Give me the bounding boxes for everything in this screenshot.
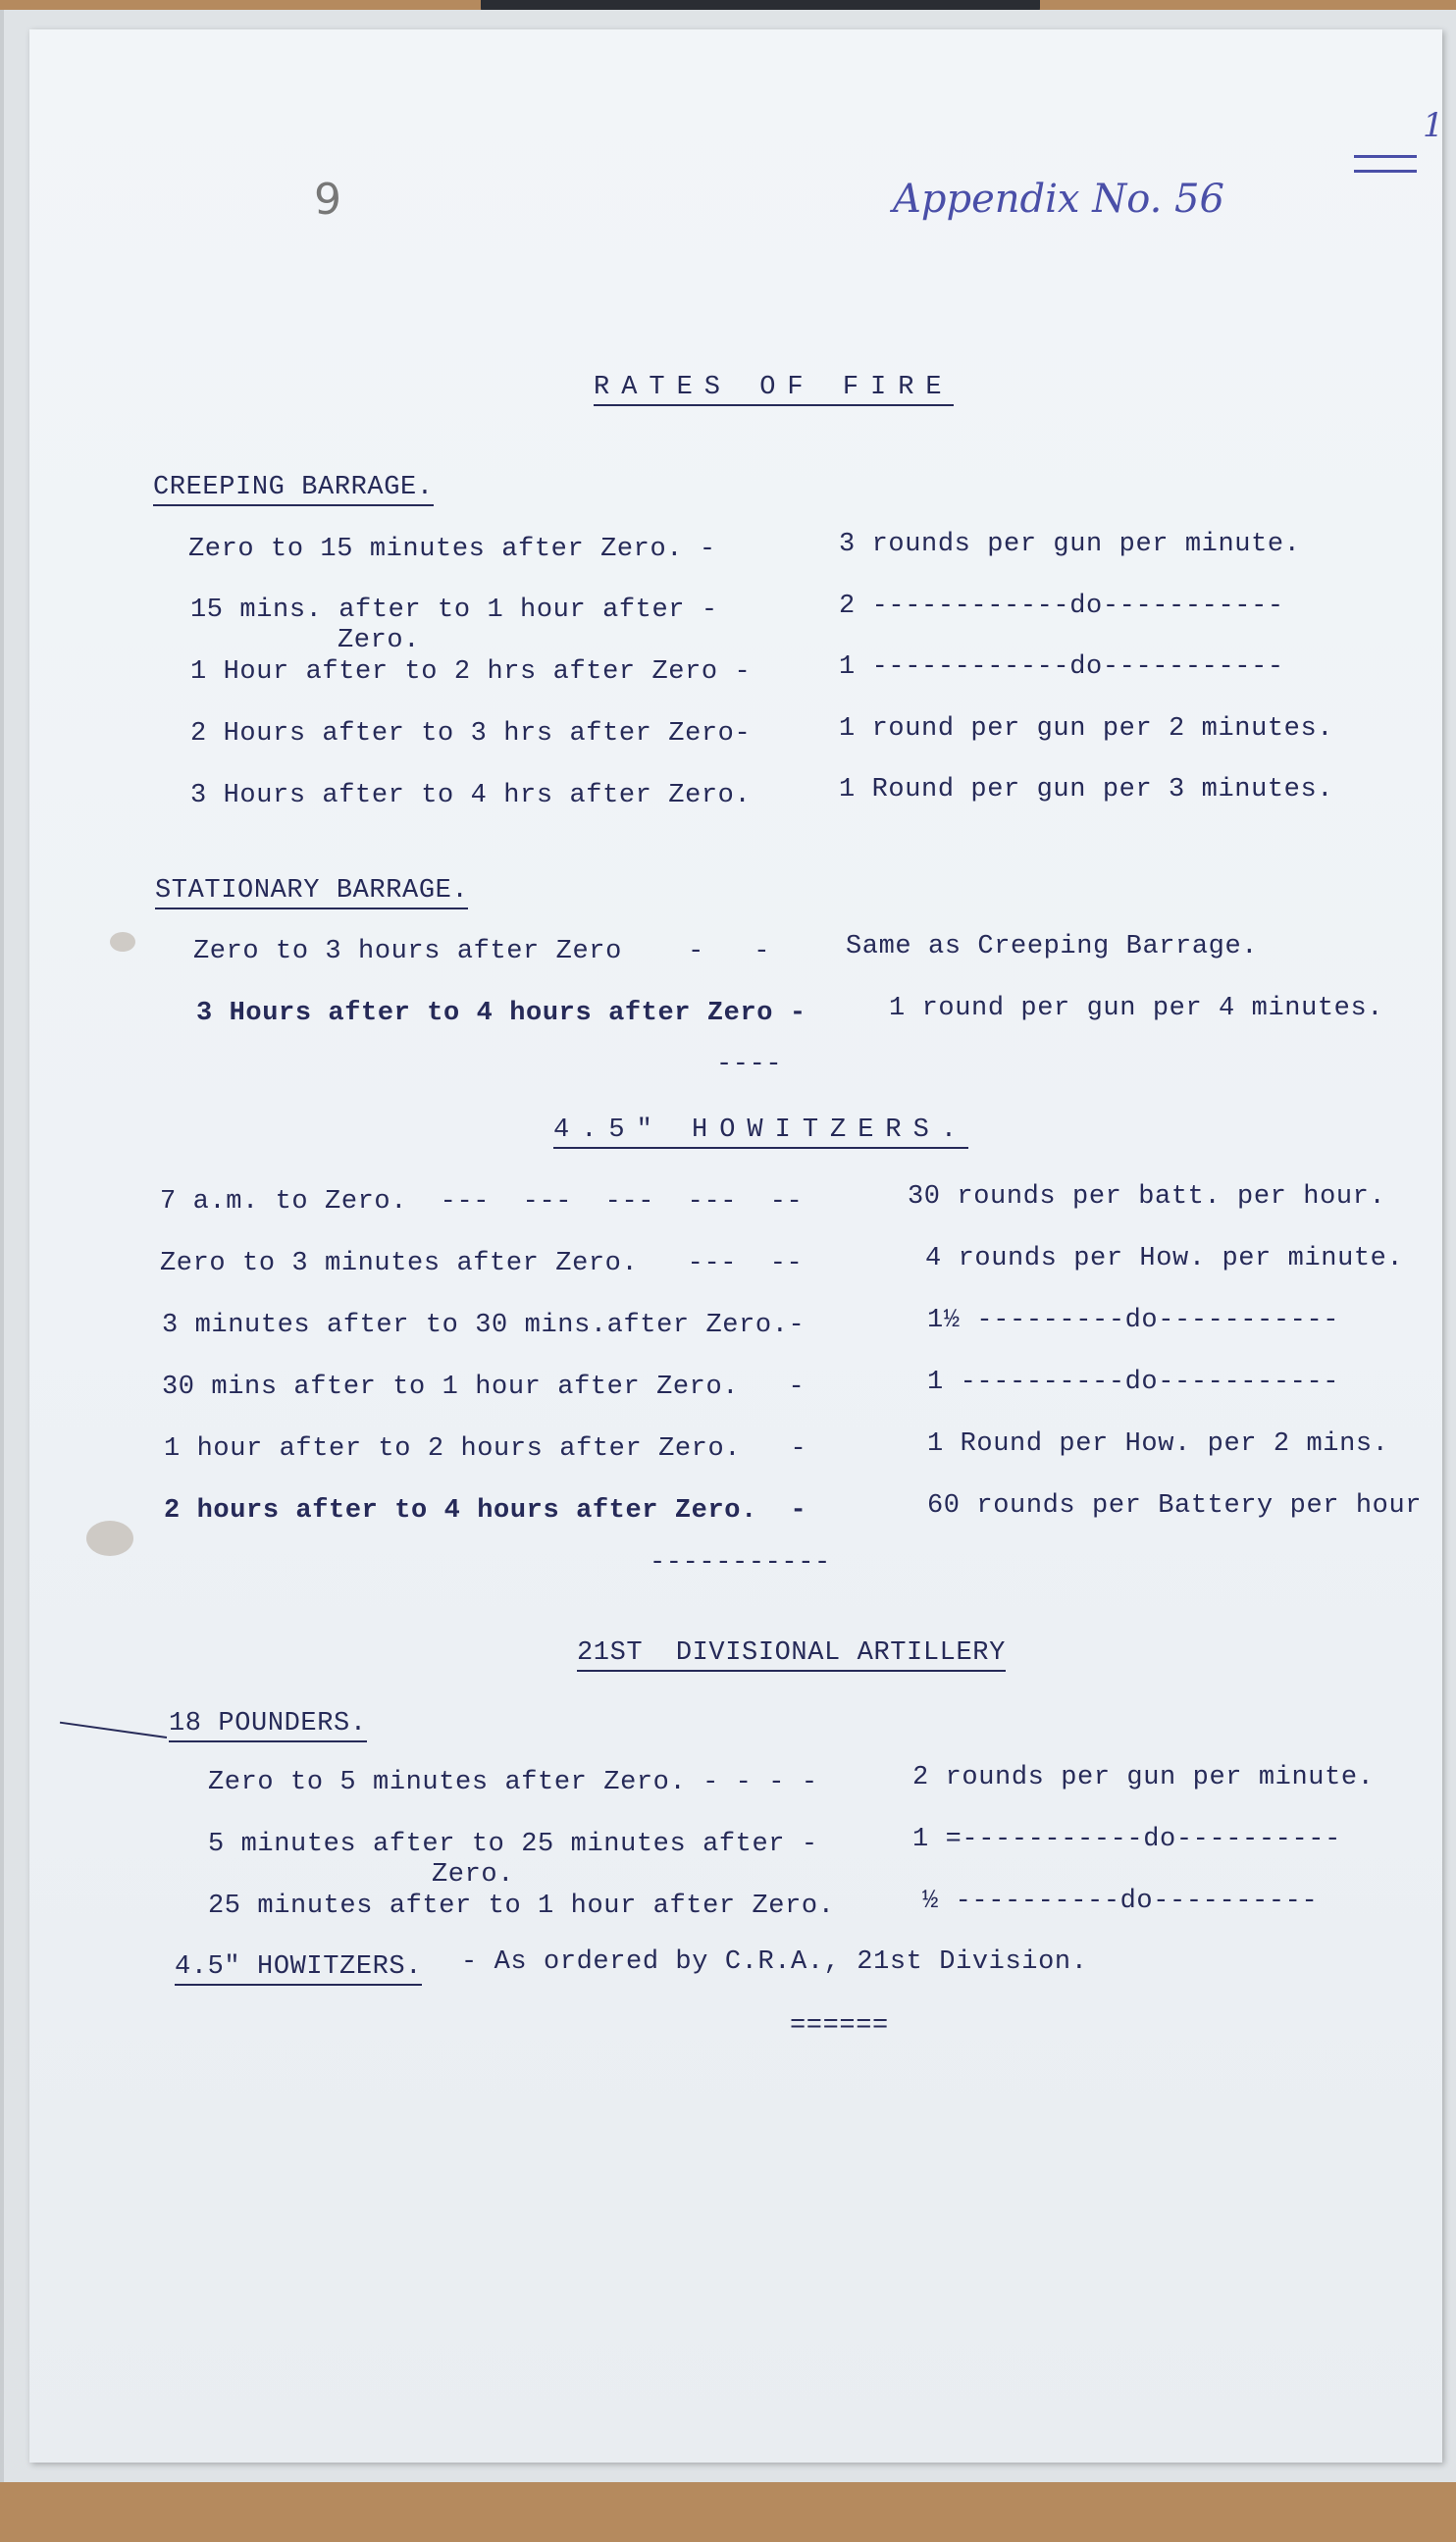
howitzer-row-6-period: 2 hours after to 4 hours after Zero. - xyxy=(164,1496,807,1526)
pounders-row-1-rate: 2 rounds per gun per minute. xyxy=(912,1763,1375,1792)
ink-blot xyxy=(110,932,135,952)
end-mark: ====== xyxy=(790,2011,889,2041)
appendix-stamp: Appendix No. 56 xyxy=(893,177,1224,222)
howitzer-row-3-rate: 1½ ---------do----------- xyxy=(927,1306,1340,1335)
howitzer-row-5-rate: 1 Round per How. per 2 mins. xyxy=(927,1429,1389,1459)
creeping-row-1-period: Zero to 15 minutes after Zero. - xyxy=(188,535,716,564)
pen-stroke xyxy=(60,1722,167,1738)
howitzer-row-3-period: 3 minutes after to 30 mins.after Zero.- xyxy=(162,1311,806,1340)
subheading-division-howitzers: 4.5" HOWITZERS. xyxy=(175,1952,422,1986)
stationary-row-1-period: Zero to 3 hours after Zero - - xyxy=(193,937,771,966)
pounders-row-2-rate: 1 =-----------do---------- xyxy=(912,1825,1341,1854)
creeping-row-5-period: 3 Hours after to 4 hrs after Zero. xyxy=(190,781,752,810)
pounders-row-2-period: 5 minutes after to 25 minutes after - xyxy=(208,1830,818,1859)
howitzer-row-1-period: 7 a.m. to Zero. --- --- --- --- -- xyxy=(160,1187,804,1217)
stationary-row-2-rate: 1 round per gun per 4 minutes. xyxy=(889,994,1384,1023)
creeping-row-3-period: 1 Hour after to 2 hrs after Zero - xyxy=(190,657,752,687)
creeping-row-1-rate: 3 rounds per gun per minute. xyxy=(839,530,1301,559)
section-heading-howitzers: 4.5" HOWITZERS. xyxy=(553,1115,968,1149)
stationary-row-2-period: 3 Hours after to 4 hours after Zero - xyxy=(196,999,806,1028)
section-heading-division: 21ST DIVISIONAL ARTILLERY xyxy=(577,1638,1006,1672)
pounders-row-1-period: Zero to 5 minutes after Zero. - - - - xyxy=(208,1768,818,1797)
section-heading-creeping: CREEPING BARRAGE. xyxy=(153,473,434,506)
howitzer-row-2-rate: 4 rounds per How. per minute. xyxy=(925,1244,1404,1273)
creeping-row-4-period: 2 Hours after to 3 hrs after Zero- xyxy=(190,719,752,749)
pounders-row-3-rate: ½ ----------do---------- xyxy=(922,1887,1319,1916)
section-heading-stationary: STATIONARY BARRAGE. xyxy=(155,876,468,909)
creeping-row-4-rate: 1 round per gun per 2 minutes. xyxy=(839,714,1334,744)
creeping-row-3-rate: 1 ------------do----------- xyxy=(839,652,1284,682)
pounders-row-3-period: 25 minutes after to 1 hour after Zero. xyxy=(208,1892,835,1921)
howitzer-row-6-rate: 60 rounds per Battery per hour xyxy=(927,1491,1423,1521)
creeping-row-2-rate: 2 ------------do----------- xyxy=(839,592,1284,621)
stationary-row-1-rate: Same as Creeping Barrage. xyxy=(846,932,1259,961)
paper-tear xyxy=(86,1521,133,1556)
corner-mark: 1 xyxy=(1423,106,1444,145)
creeping-row-2-period: 15 mins. after to 1 hour after - xyxy=(190,596,718,625)
howitzer-row-4-rate: 1 ----------do----------- xyxy=(927,1368,1340,1397)
pounders-row-2-period-cont: Zero. xyxy=(432,1860,515,1890)
page-title: RATES OF FIRE xyxy=(594,373,954,406)
page-number: 9 xyxy=(314,175,341,225)
division-howitzers-text: - As ordered by C.R.A., 21st Division. xyxy=(461,1947,1088,1977)
howitzer-row-5-period: 1 hour after to 2 hours after Zero. - xyxy=(164,1434,807,1464)
creeping-row-2-period-cont: Zero. xyxy=(338,626,421,655)
creeping-row-5-rate: 1 Round per gun per 3 minutes. xyxy=(839,775,1334,804)
separator-1: ---- xyxy=(716,1050,783,1079)
separator-2: ----------- xyxy=(650,1548,831,1578)
howitzer-row-1-rate: 30 rounds per batt. per hour. xyxy=(908,1182,1386,1212)
howitzer-row-4-period: 30 mins after to 1 hour after Zero. - xyxy=(162,1373,806,1402)
subheading-18-pounders: 18 POUNDERS. xyxy=(169,1709,367,1742)
howitzer-row-2-period: Zero to 3 minutes after Zero. --- -- xyxy=(160,1249,804,1278)
document-page xyxy=(29,29,1442,2463)
strike-mark xyxy=(1354,155,1417,173)
